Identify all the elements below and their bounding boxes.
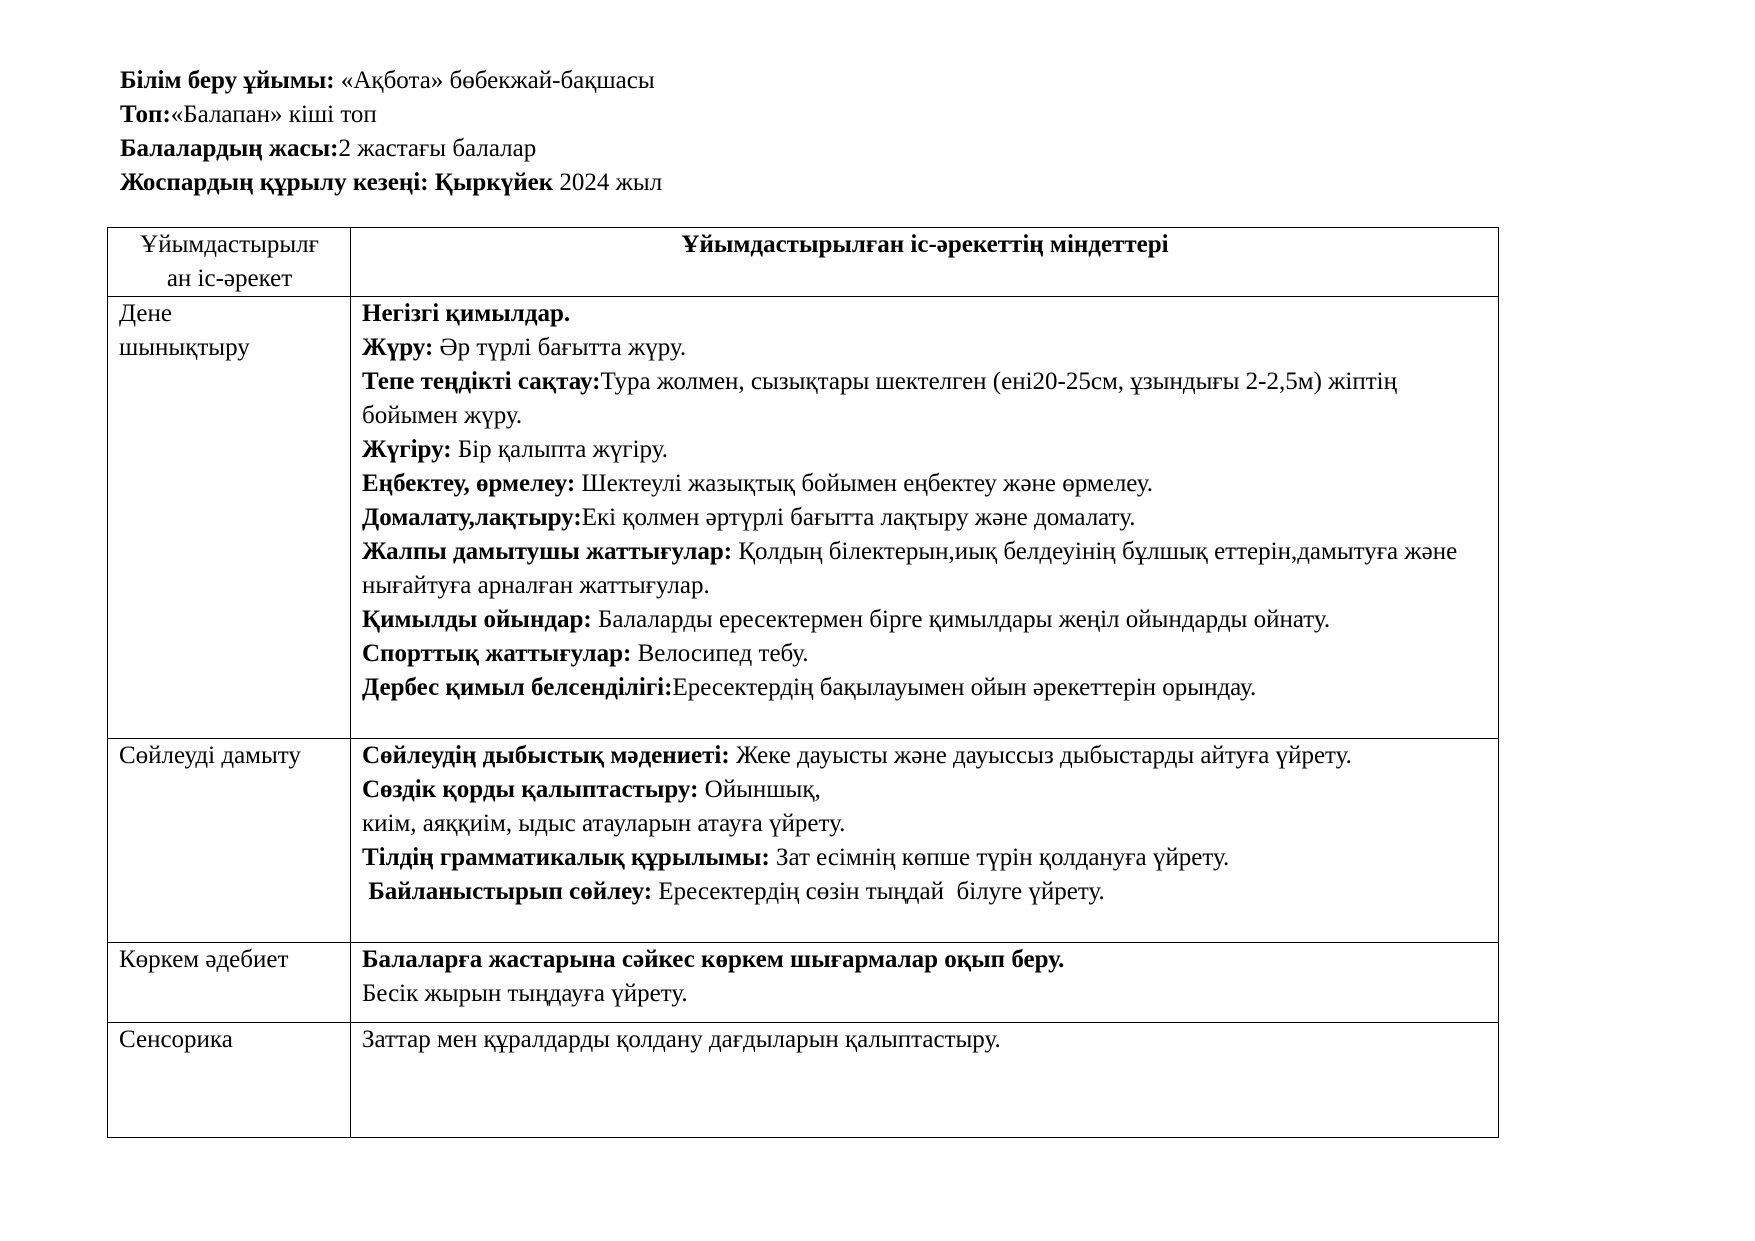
period-line — [120, 166, 662, 200]
activity-column-header — [108, 228, 351, 297]
age-line — [120, 132, 662, 166]
task-text: Ересектердің сөзін тыңдай білуге үйрету. — [652, 878, 1105, 905]
task-item — [362, 467, 1488, 501]
task-text: Жеке дауысты және дауыссыз дыбыстарды айтуға үйрету. — [729, 742, 1352, 769]
task-text: Екі қолмен әртүрлі бағытта лақтыру және домалату. — [581, 504, 1136, 531]
task-item — [362, 637, 1488, 671]
task-label: Сөздік қорды қалыптастыру: — [362, 776, 699, 803]
org-line — [120, 64, 662, 98]
task-item — [362, 773, 1488, 807]
task-item — [362, 977, 1488, 1011]
task-text: Ересектердің бақылауымен ойын әрекеттерін орындау. — [672, 674, 1257, 701]
org-label: Білім беру ұйымы: — [120, 67, 335, 94]
age-label: Балалардың жасы: — [120, 135, 339, 162]
task-label: Дербес қимыл белсенділігі: — [362, 674, 673, 701]
task-item — [362, 943, 1488, 977]
activity-cell — [108, 943, 351, 1023]
document-header — [120, 64, 662, 200]
task-item — [362, 433, 1488, 467]
task-item — [362, 807, 1488, 841]
group-value: «Балапан» кіші топ — [170, 101, 377, 128]
table-row — [108, 943, 1499, 1023]
task-text: Балаларды ересектермен бірге қимылдары жеңіл ойындарды ойнату. — [591, 606, 1331, 633]
activity-cell — [108, 297, 351, 739]
tasks-cell — [351, 943, 1499, 1023]
table-header-row — [108, 228, 1499, 297]
task-label: Жалпы дамытушы жаттығулар: — [362, 538, 733, 565]
tasks-column-header: Ұйымдастырылған іс-әрекеттің міндеттері — [351, 228, 1499, 297]
task-item — [362, 671, 1488, 705]
task-text: Әр түрлі бағытта жүру. — [433, 334, 687, 361]
task-item — [362, 875, 1488, 909]
task-label: Жүгіру: — [362, 436, 452, 463]
task-item — [362, 535, 1488, 603]
task-label: Спорттық жаттығулар: — [362, 640, 632, 667]
activity-cell — [108, 1023, 351, 1138]
group-line — [120, 98, 662, 132]
task-item — [362, 365, 1488, 433]
task-label: Домалату,лақтыру: — [362, 504, 582, 531]
task-text: Велосипед тебу. — [631, 640, 809, 667]
task-item — [362, 1023, 1488, 1057]
activity-header-line-2: ан іс-әрекет — [166, 265, 293, 292]
task-item — [362, 331, 1488, 365]
table-row — [108, 739, 1499, 943]
org-value: «Ақбота» бөбекжай-бақшасы — [334, 67, 655, 94]
task-text: Тура жолмен, сызықтары шектелген (ені20-25см, ұзындығы 2-2,5м) жіптің бойымен жүру. — [362, 368, 1397, 429]
table-row — [108, 1023, 1499, 1138]
task-text: Бесік жырын тыңдауға үйрету. — [362, 980, 688, 1007]
activities-table — [107, 227, 1499, 1138]
task-label: Жүру: — [362, 334, 434, 361]
task-text: Зат есімнің көпше түрін қолдануға үйрету. — [769, 844, 1230, 871]
activity-cell — [108, 739, 351, 943]
task-text: Заттар мен құралдарды қолдану дағдыларын қалыптастыру. — [362, 1026, 1001, 1053]
activity-header-line-1: Ұйымдастырылғ — [140, 231, 319, 258]
activity-name-line-1: Дене — [119, 300, 172, 327]
task-label: Еңбектеу, өрмелеу: — [362, 470, 576, 497]
task-text: Бір қалыпта жүгіру. — [451, 436, 668, 463]
tasks-cell — [351, 739, 1499, 943]
task-text: Ойыншық, — [698, 776, 821, 803]
task-text: Қолдың білектерын,иық белдеуінің бұлшық еттерін,дамытуға және нығайтуға арналған жаттығулар. — [362, 538, 1458, 599]
task-item — [362, 603, 1488, 637]
task-item — [362, 297, 1488, 331]
task-label: Байланыстырып сөйлеу: — [362, 878, 653, 905]
task-item — [362, 841, 1488, 875]
task-label: Сөйлеудің дыбыстық мәдениеті: — [362, 742, 730, 769]
task-label: Негізгі қимылдар. — [362, 300, 571, 327]
task-label: Қимылды ойындар: — [362, 606, 592, 633]
activity-name-line-1: Сенсорика — [119, 1026, 233, 1053]
task-item — [362, 739, 1488, 773]
task-text: киім, аяққиім, ыдыс атауларын атауға үйрету. — [362, 810, 846, 837]
age-value: 2 жастағы балалар — [338, 135, 537, 162]
period-label: Жоспардың құрылу кезеңі: Қыркүйек — [120, 169, 554, 196]
task-label: Тепе теңдікті сақтау: — [362, 368, 601, 395]
task-text: Шектеулі жазықтық бойымен еңбектеу және өрмелеу. — [575, 470, 1154, 497]
activity-name-line-1: Көркем әдебиет — [119, 946, 289, 973]
tasks-cell — [351, 297, 1499, 739]
task-item — [362, 501, 1488, 535]
tasks-cell — [351, 1023, 1499, 1138]
table-row — [108, 297, 1499, 739]
activity-name-line-2: шынықтыру — [119, 334, 250, 361]
period-value: 2024 жыл — [553, 169, 663, 196]
task-label: Тілдің грамматикалық құрылымы: — [362, 844, 770, 871]
activity-name-line-1: Сөйлеуді дамыту — [119, 742, 301, 769]
group-label: Топ: — [120, 101, 171, 128]
task-label: Балаларға жастарына сәйкес көркем шығармалар оқып беру. — [362, 946, 1065, 973]
